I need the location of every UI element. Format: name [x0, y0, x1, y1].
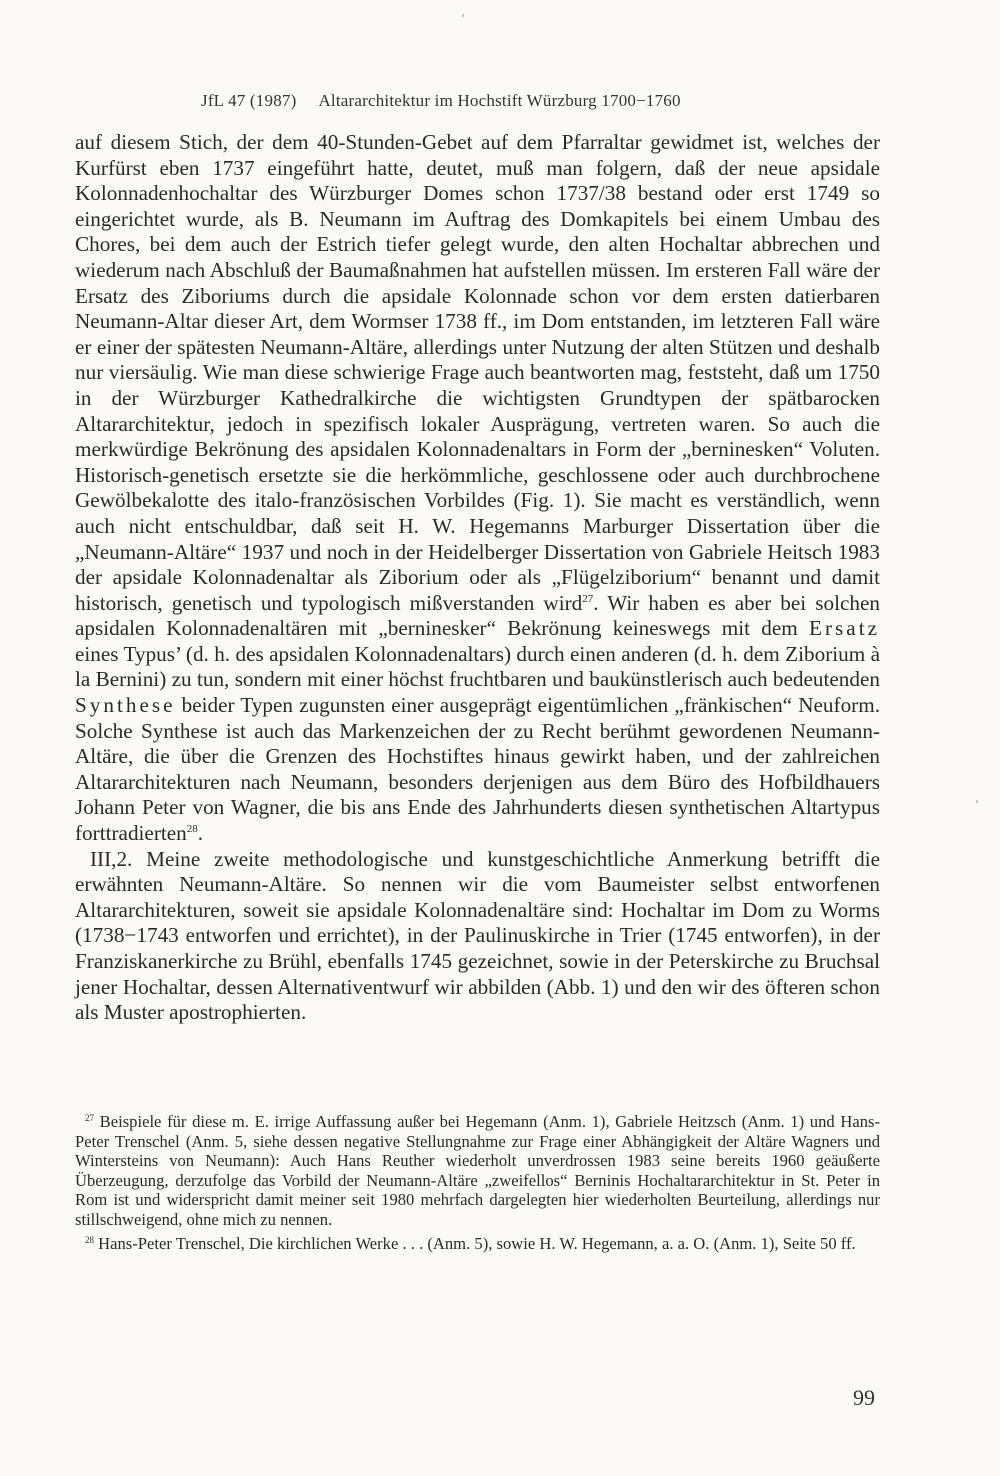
paragraph-1-part-d: beider Typen zugunsten einer ausgeprägt eigentümlichen „fränkischen“ Neuform. Solche Synthese ist auch das Markenzeichen der zu Recht berühmt gewordenen Neumann-Altäre, die über die Grenzen des Hochstiftes hinaus gewirkt haben, und der zahlreichen Altararchitekturen nach Neumann, besonders derjenigen aus dem Büro des Hofbildhauers Johann Peter von Wagner, die bis ans Ende des Jahrhunderts diesen synthetischen Altartypus forttradierten — [75, 693, 880, 846]
scan-speck — [976, 800, 978, 803]
paragraph-1-part-c: eines Typus’ (d. h. des apsidalen Kolonnadenaltars) durch einen anderen (d. h. dem Ziborium à la Bernini) zu tun, sondern mit einer höchst fruchtbaren und baukünstlerisch auch bedeutenden — [75, 641, 880, 692]
footnote-text: Beispiele für diese m. E. irrige Auffassung außer bei Hegemann (Anm. 1), Gabriele Heitzsch (Anm. 1) und Hans-Peter Trenschel (Anm. 5, siehe dessen negative Stellungnahme zur Frage einer Abhängigkeit der Altäre Wagners und Wintersteins von Neumann): Auch Hans Reuther wiederholt unverdrossen 1983 seine bereits 1960 geäußerte Überzeugung, derzufolge das Vorbild der Neumann-Altäre „zweifellos“ Berninis Hochaltararchitektur in St. Peter in Rom ist und widerspricht damit meiner seit 1980 mehrfach dargelegten hier wiederholten Beurteilung, allerdings nur stillschweigend, ohne mich zu nennen. — [75, 1112, 880, 1229]
paragraph-1-part-e: . — [197, 821, 204, 846]
page-number: 99 — [853, 1385, 875, 1410]
footnote-number: 28 — [85, 1234, 94, 1245]
emphasis-synthese: Synthese — [75, 693, 176, 718]
scan-speck — [462, 14, 464, 17]
journal-citation: JfL 47 (1987) — [201, 91, 297, 110]
footnote-ref-28: 28 — [186, 823, 198, 836]
paragraph-2: III,2. Meine zweite methodologische und kunstgeschichtliche Anmerkung betrifft die erwähnten Neumann-Altäre. So nennen wir die vom Baumeister selbst entworfenen Altararchitekturen, soweit sie apsidale Kolonnadenaltäre sind: Hochaltar im Dom zu Worms (1738−1743 entworfen und errichtet), in der Paulinuskirche in Trier (1745 entworfen), in der Franziskanerkirche zu Brühl, ebenfalls 1745 gezeichnet, sowie in der Peterskirche zu Bruchsal jener Hochaltar, dessen Alternativentwurf wir abbilden (Abb. 1) und den wir des öfteren schon als Muster apostrophierten. — [75, 846, 880, 1025]
footnote-text: Hans-Peter Trenschel, Die kirchlichen Werke . . . (Anm. 5), sowie H. W. Hegemann, a. a. O. (Anm. 1), Seite 50 ff. — [98, 1233, 856, 1253]
running-title: Altararchitektur im Hochstift Würzburg 1700−1760 — [318, 91, 681, 110]
paragraph-1-part-a: auf diesem Stich, der dem 40-Stunden-Gebet auf dem Pfarraltar gewidmet ist, welches der Kurfürst eben 1737 eingeführt hatte, deutet, muß man folgern, daß der neue apsidale Kolonnadenhochaltar des Würzburger Domes schon 1737/38 bestand oder erst 1749 so eingerichtet wurde, als B. Neumann im Auftrag des Domkapitels bei einem Umbau des Chores, bei dem auch der Estrich tiefer gelegt wurde, den alten Hochaltar abbrechen und wiederum nach Abschluß der Baumaßnahmen hat aufstellen müssen. Im ersteren Fall wäre der Ersatz des Ziboriums durch die apsidale Kolonnade schon vor dem ersten datierbaren Neumann-Altar dieser Art, dem Wormser 1738 ff., im Dom entstanden, im letzteren Fall wäre er einer der spätesten Neumann-Altäre, allerdings unter Nutzung der alten Stützen und deshalb nur viersäulig. Wie man diese schwierige Frage auch beantworten mag, feststeht, daß um 1750 in der Würzburger Kathedralkirche die wichtigsten Grundtypen der spätbarocken Altararchitektur, jedoch in spezifisch lokaler Ausprägung, vertreten waren. So auch die merkwürdige Bekrönung des apsidalen Kolonnadenaltars in Form der „berninesken“ Voluten. Historisch-genetisch ersetzte sie die herkömmliche, geschlossene oder auch durchbrochene Gewölbekalotte des italo-französischen Vorbildes (Fig. 1). Sie macht es verständlich, wenn auch nicht entschuldbar, daß seit H. W. Hegemanns Marburger Dissertation über die „Neumann-Altäre“ 1937 und noch in der Heidelberger Dissertation von Gabriele Heitsch 1983 der apsidale Kolonnadenaltar als Ziborium oder als „Flügelziborium“ benannt und damit historisch, genetisch und typologisch mißverstanden wird — [75, 130, 880, 615]
paragraph-1-part-b: . Wir haben es aber bei solchen apsidalen Kolonnadenaltären mit „berninesker“ Bekrönung keineswegs mit dem — [75, 590, 880, 641]
footnote-28 — [75, 1234, 880, 1254]
footnote-27 — [75, 1112, 880, 1230]
footnotes — [75, 1112, 880, 1257]
main-text — [75, 130, 880, 1026]
footnote-ref-27: 27 — [582, 592, 594, 605]
paragraph-1 — [75, 130, 880, 847]
footnote-number: 27 — [85, 1113, 94, 1123]
emphasis-ersatz: Ersatz — [809, 616, 880, 641]
running-header — [201, 91, 681, 111]
